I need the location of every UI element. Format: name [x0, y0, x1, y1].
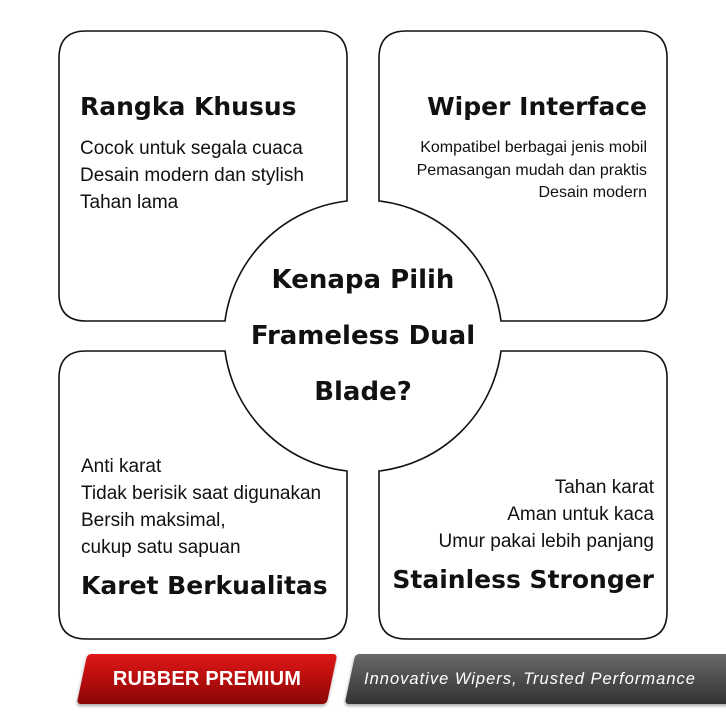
feature-list — [81, 453, 328, 561]
feature-list — [417, 137, 647, 205]
center-question-line: Kenapa Pilih — [271, 265, 455, 295]
feature-item: Tidak berisik saat digunakan — [81, 483, 322, 504]
feature-item: Cocok untuk segala cuaca — [80, 138, 303, 159]
feature-item: Bersih maksimal, — [81, 510, 226, 531]
center-question — [238, 252, 488, 420]
feature-list — [80, 135, 304, 216]
premium-badge-label: RUBBER PREMIUM — [112, 667, 302, 690]
quadrant-title: Stainless Stronger — [392, 565, 654, 594]
feature-item: Desain modern — [538, 184, 647, 201]
feature-item: Kompatibel berbagai jenis mobil — [420, 139, 647, 156]
feature-item: Umur pakai lebih panjang — [438, 531, 654, 552]
center-question-line: Blade? — [314, 377, 412, 407]
quadrant-title: Wiper Interface — [427, 92, 647, 121]
quadrant-bottom-right — [392, 474, 654, 594]
feature-item: Tahan karat — [554, 477, 654, 498]
center-question-line: Frameless Dual — [250, 321, 476, 351]
quadrant-title: Rangka Khusus — [80, 92, 297, 121]
feature-item: cukup satu sapuan — [81, 537, 241, 558]
feature-item: Tahan lama — [80, 192, 179, 213]
feature-item: Aman untuk kaca — [507, 504, 654, 525]
quadrant-top-left — [80, 92, 304, 216]
feature-item: Pemasangan mudah dan praktis — [416, 161, 647, 179]
quadrant-title: Karet Berkualitas — [81, 571, 328, 600]
feature-item: Desain modern dan stylish — [80, 165, 304, 186]
quadrant-top-right — [417, 92, 647, 205]
feature-item: Anti karat — [81, 456, 162, 477]
quadrant-bottom-left — [81, 453, 328, 600]
footer-banner — [0, 652, 726, 708]
tagline-text: Innovative Wipers, Trusted Performance — [364, 669, 696, 688]
feature-list — [392, 474, 654, 555]
